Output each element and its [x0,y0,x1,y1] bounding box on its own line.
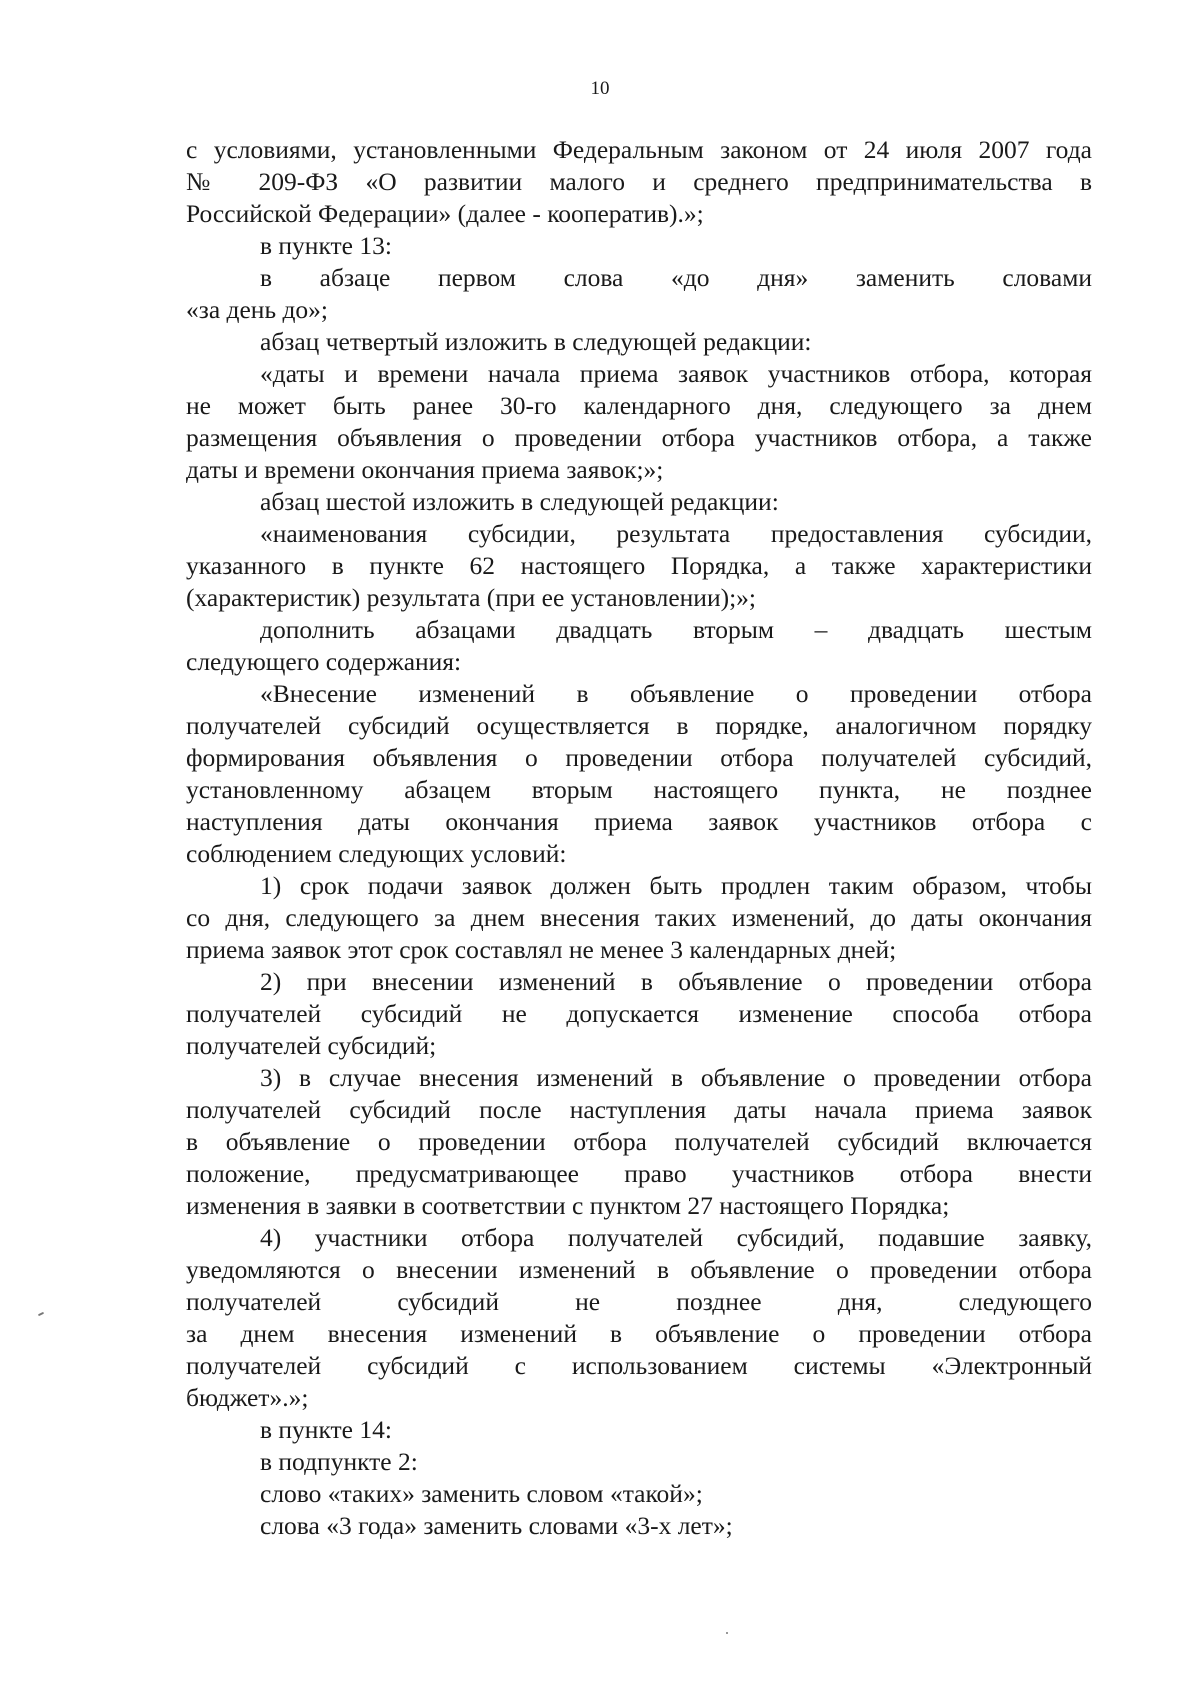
text-line: положение, предусматривающее право участников отбора внести [186,1159,1092,1188]
text-line: бюджет».»; [186,1383,309,1412]
text-line: (характеристик) результата (при ее установлении);»; [186,583,757,612]
text-line: слова «3 года» заменить словами «3-х лет»; [260,1511,733,1540]
text-line: «Внесение изменений в объявление о проведении отбора [260,679,1092,708]
scan-speck [38,1312,44,1316]
text-line: абзац шестой изложить в следующей редакции: [260,487,779,516]
text-line: «наименования субсидии, результата предоставления субсидии, [260,519,1092,548]
text-line: даты и времени окончания приема заявок;»; [186,455,664,484]
text-line: получателей субсидий не позднее дня, следующего [186,1287,1092,1316]
text-line: следующего содержания: [186,647,462,676]
text-line: указанного в пункте 62 настоящего Порядка, а также характеристики [186,551,1092,580]
text-line: 3) в случае внесения изменений в объявление о проведении отбора [260,1063,1092,1092]
text-line: получателей субсидий; [186,1031,437,1060]
text-line: в объявление о проведении отбора получателей субсидий включается [186,1127,1092,1156]
text-line: размещения объявления о проведении отбора участников отбора, а также [186,423,1092,452]
page-number: 10 [590,78,610,99]
text-line: установленному абзацем вторым настоящего пункта, не позднее [186,775,1092,804]
text-line: № 209-ФЗ «О развитии малого и среднего предпринимательства в [186,167,1092,196]
text-line: получателей субсидий осуществляется в порядке, аналогичном порядку [186,711,1092,740]
text-line: получателей субсидий с использованием системы «Электронный [186,1351,1092,1380]
text-line: «за день до»; [186,295,329,324]
text-line: соблюдением следующих условий: [186,839,567,868]
text-line: с условиями, установленными Федеральным законом от 24 июля 2007 года [186,135,1092,164]
text-line: 2) при внесении изменений в объявление о проведении отбора [260,967,1092,996]
text-line: приема заявок этот срок составлял не менее 3 календарных дней; [186,935,897,964]
text-line: за днем внесения изменений в объявление о проведении отбора [186,1319,1092,1348]
scan-speck [726,1632,728,1634]
text-line: «даты и времени начала приема заявок участников отбора, которая [260,359,1092,388]
text-line: абзац четвертый изложить в следующей редакции: [260,327,812,356]
text-line: уведомляются о внесении изменений в объявление о проведении отбора [186,1255,1092,1284]
text-line: наступления даты окончания приема заявок участников отбора с [186,807,1092,836]
text-line: в пункте 13: [260,231,392,260]
text-line: слово «таких» заменить словом «такой»; [260,1479,703,1508]
text-line: не может быть ранее 30-го календарного дня, следующего за днем [186,391,1092,420]
text-line: Российской Федерации» (далее - кооператив).»; [186,199,704,228]
text-line: дополнить абзацами двадцать вторым – двадцать шестым [260,615,1092,644]
text-line: формирования объявления о проведении отбора получателей субсидий, [186,743,1092,772]
text-line: в пункте 14: [260,1415,392,1444]
text-line: в абзаце первом слова «до дня» заменить словами [260,263,1092,292]
text-line: 4) участники отбора получателей субсидий, подавшие заявку, [260,1223,1092,1252]
text-line: изменения в заявки в соответствии с пунктом 27 настоящего Порядка; [186,1191,950,1220]
text-line: получателей субсидий после наступления даты начала приема заявок [186,1095,1092,1124]
text-line: в подпункте 2: [260,1447,418,1476]
text-line: 1) срок подачи заявок должен быть продлен таким образом, чтобы [260,871,1092,900]
text-line: получателей субсидий не допускается изменение способа отбора [186,999,1092,1028]
text-line: со дня, следующего за днем внесения таких изменений, до даты окончания [186,903,1092,932]
